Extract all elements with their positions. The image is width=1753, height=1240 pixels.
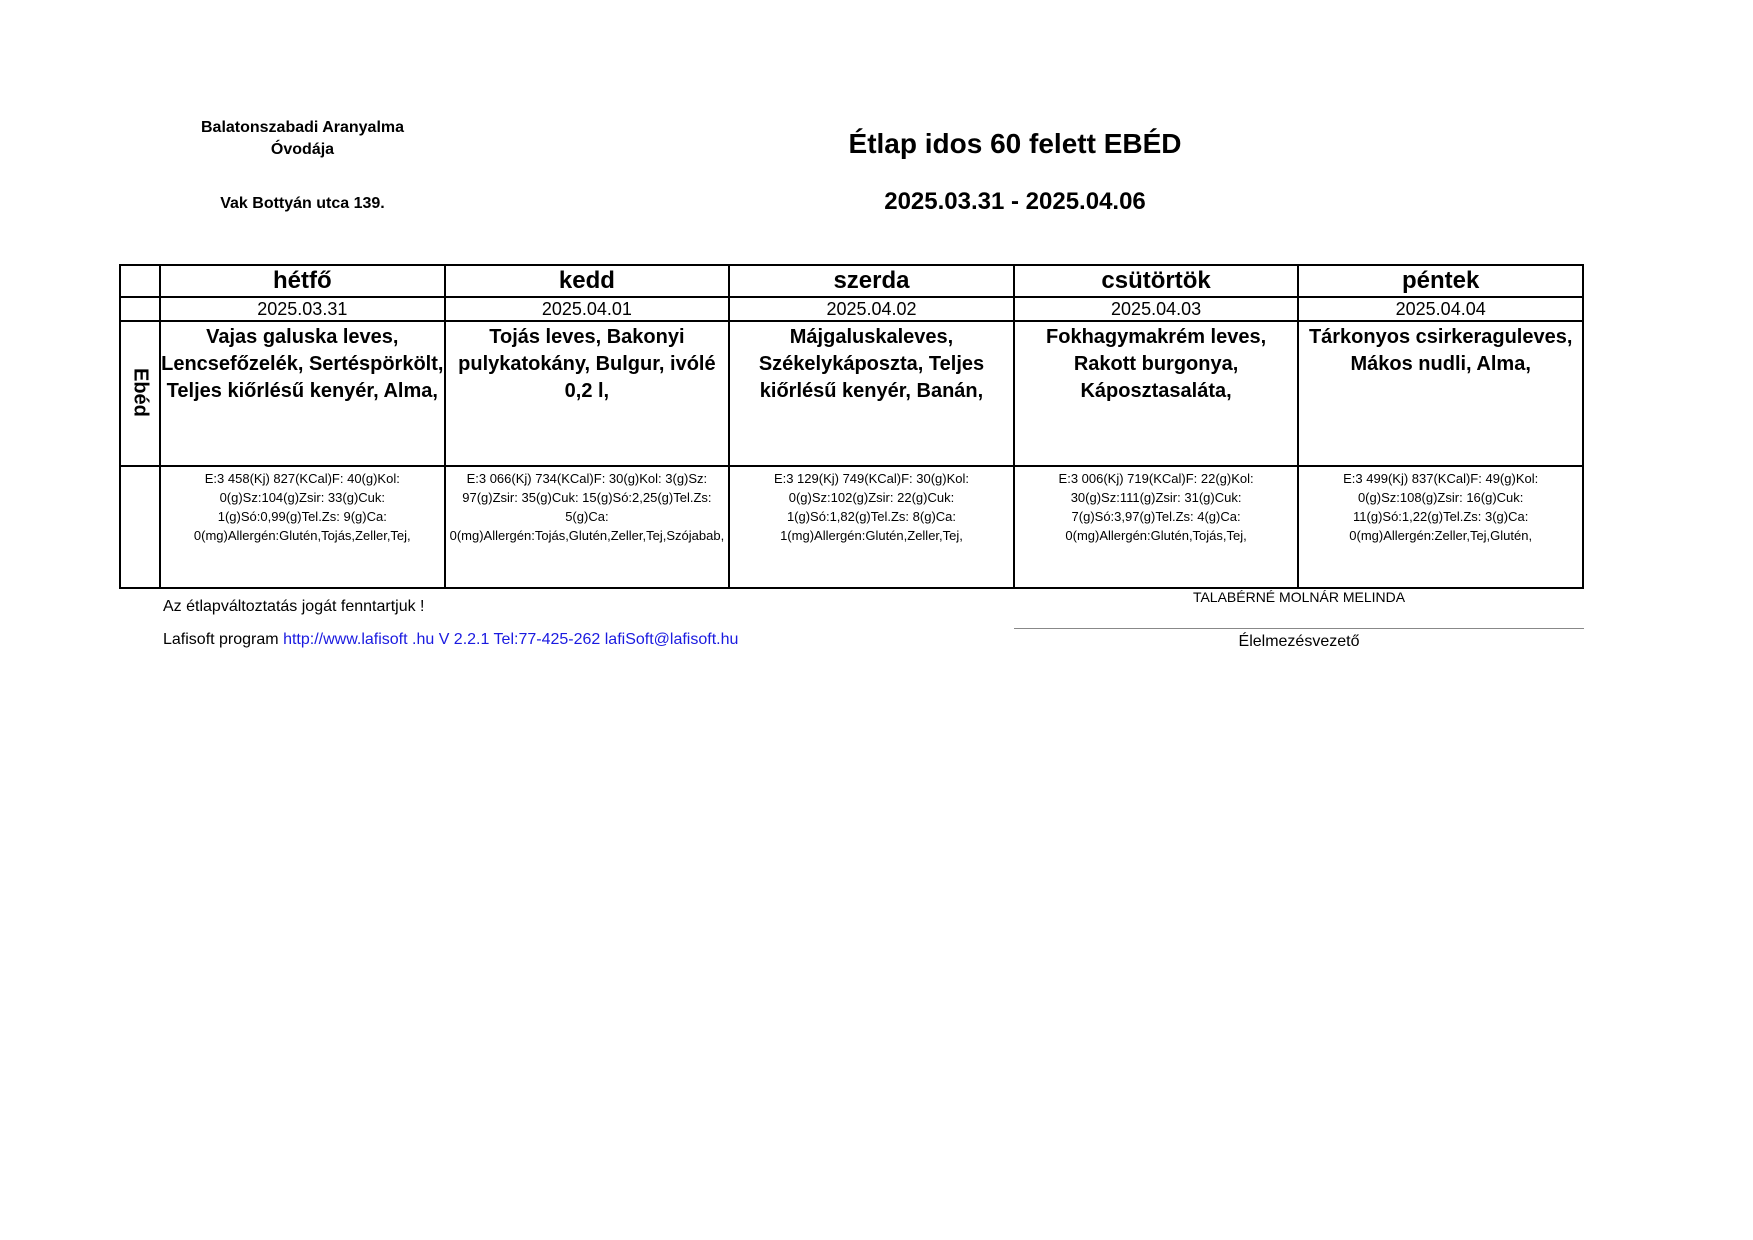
change-notice: Az étlapváltoztatás jogát fenntartjuk ! [163,598,425,615]
meal-cell: Tárkonyos csirkeraguleves, Mákos nudli, Alma, [1298,321,1583,466]
day-names-row [120,265,1583,297]
dates-row [120,297,1583,321]
meal-cell: Tojás leves, Bakonyi pulykatokány, Bulgur, ivólé 0,2 l, [445,321,730,466]
program-link[interactable]: http://www.lafisoft .hu V 2.2.1 Tel:77-425-262 lafiSoft@lafisoft.hu [283,631,739,648]
signer-title: Élelmezésvezető [1238,633,1360,650]
day-name: szerda [729,265,1014,297]
menu-period: 2025.03.31 - 2025.04.06 [884,188,1146,215]
empty-side-cell [120,297,160,321]
day-date: 2025.04.01 [445,297,730,321]
program-label: Lafisoft program [163,631,279,648]
day-date: 2025.04.04 [1298,297,1583,321]
nutrition-cell: E:3 458(Kj) 827(KCal)F: 40(g)Kol: 0(g)Sz:104(g)Zsir: 33(g)Cuk: 1(g)Só:0,99(g)Tel.Zs: 9(g)Ca: 0(mg)Allergén:Glutén,Tojás,Zeller,Tej, [160,466,445,588]
day-date: 2025.04.02 [729,297,1014,321]
day-date: 2025.03.31 [160,297,445,321]
menu-table [119,264,1584,589]
day-name: péntek [1298,265,1583,297]
day-name: hétfő [160,265,445,297]
day-name: kedd [445,265,730,297]
meal-type-label: Ebéd [129,368,152,417]
meal-cell: Fokhagymakrém leves, Rakott burgonya, Káposztasaláta, [1014,321,1299,466]
empty-side-cell [120,466,160,588]
day-date: 2025.04.03 [1014,297,1299,321]
institution-name-line1: Balatonszabadi Aranyalma [200,119,405,136]
nutrition-cell: E:3 499(Kj) 837(KCal)F: 49(g)Kol: 0(g)Sz:108(g)Zsir: 16(g)Cuk: 11(g)Só:1,22(g)Tel.Zs: 3(g)Ca: 0(mg)Allergén:Zeller,Tej,Glutén, [1298,466,1583,588]
corner-cell [120,265,160,297]
nutrition-cell: E:3 129(Kj) 749(KCal)F: 30(g)Kol: 0(g)Sz:102(g)Zsir: 22(g)Cuk: 1(g)Só:1,82(g)Tel.Zs: 8(g)Ca: 1(mg)Allergén:Glutén,Zeller,Tej, [729,466,1014,588]
nutrition-cell: E:3 066(Kj) 734(KCal)F: 30(g)Kol: 3(g)Sz: 97(g)Zsir: 35(g)Cuk: 15(g)Só:2,25(g)Tel.Zs: 5(g)Ca: 0(mg)Allergén:Tojás,Glutén,Zeller,Tej,Szójabab, [445,466,730,588]
meal-cell: Májgaluskaleves, Székelykáposzta, Teljes kiőrlésű kenyér, Banán, [729,321,1014,466]
signer-name: TALABÉRNÉ MOLNÁR MELINDA [1192,589,1406,605]
nutrition-cell: E:3 006(Kj) 719(KCal)F: 22(g)Kol: 30(g)Sz:111(g)Zsir: 31(g)Cuk: 7(g)Só:3,97(g)Tel.Zs: 4(g)Ca: 0(mg)Allergén:Glutén,Tojás,Tej, [1014,466,1299,588]
institution-name-line2: Óvodája [270,141,335,158]
meals-row [120,321,1583,466]
meal-cell: Vajas galuska leves, Lencsefőzelék, Sertéspörkölt, Teljes kiőrlésű kenyér, Alma, [160,321,445,466]
program-info [163,631,738,649]
signature-line [1014,628,1584,629]
page-title: Étlap idos 60 felett EBÉD [848,128,1182,159]
day-name: csütörtök [1014,265,1299,297]
institution-name [170,117,435,161]
meal-type-cell [120,321,160,466]
institution-address: Vak Bottyán utca 139. [220,195,385,212]
nutrition-row [120,466,1583,588]
